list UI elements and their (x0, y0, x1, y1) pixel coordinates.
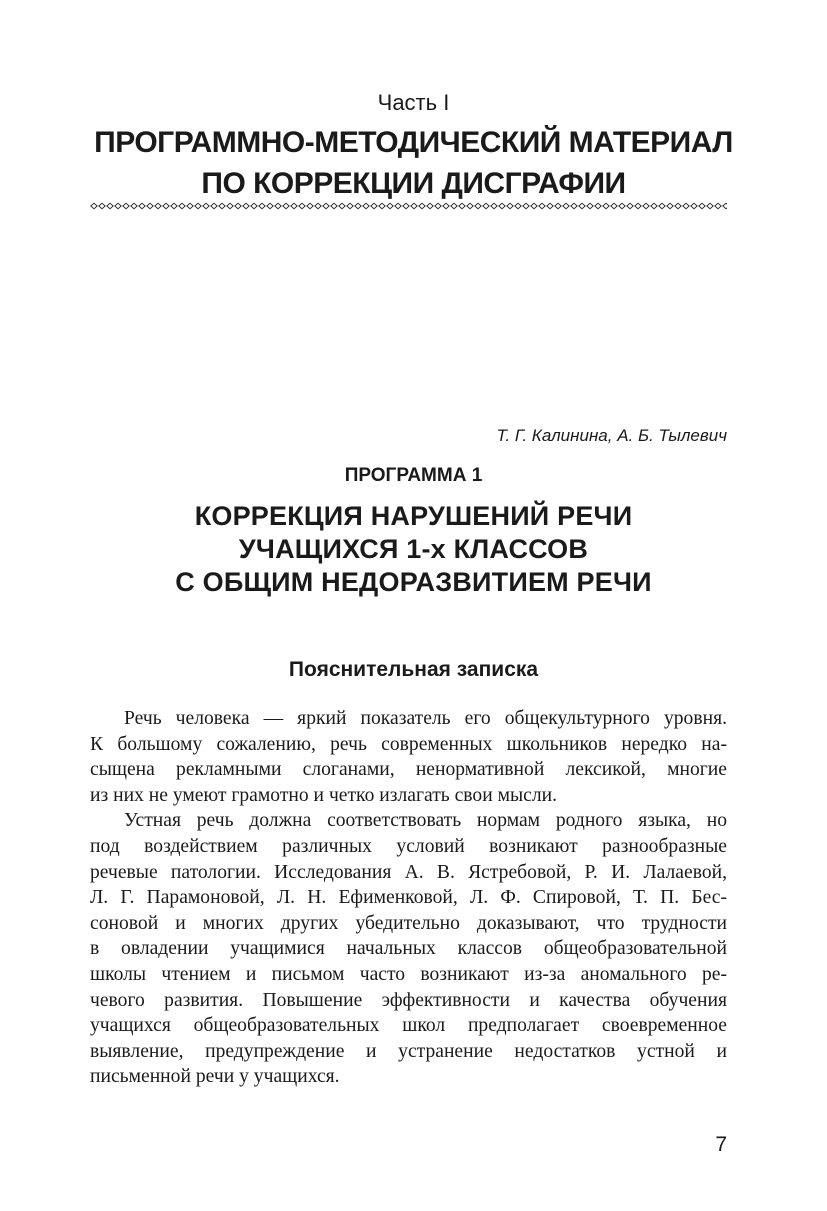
part-title (0, 122, 827, 204)
body-text (90, 706, 727, 1090)
paragraph-2-line: выявление, предупреждение и устранение недостатков устной и (90, 1040, 727, 1062)
program-title-line: УЧАЩИХСЯ 1-х КЛАССОВ (238, 534, 589, 564)
paragraph-1-line: К большому сожалению, речь современных школьников нередко на- (90, 733, 727, 755)
paragraph-2-line: чевого развития. Повышение эффективности и качества обучения (90, 989, 727, 1011)
paragraph-1-line: из них не умеют грамотно и четко излагать свои мысли. (90, 784, 558, 806)
section-title: Пояснительная записка (288, 658, 539, 681)
paragraph-2-line: под воздействием различных условий возникают разнообразные (90, 835, 727, 857)
paragraph-2-line: Устная речь должна соответствовать нормам родного языка, но (124, 810, 727, 832)
paragraph-1-line: Речь человека — яркий показатель его общекультурного уровня. (124, 708, 727, 729)
paragraph-2-line: учащихся общеобразовательных школ предполагает своевременное (90, 1015, 727, 1037)
paragraph-2-line: Л. Г. Парамоновой, Л. Н. Ефименковой, Л. Ф. Спировой, Т. П. Бес- (90, 887, 727, 909)
program-title (0, 500, 827, 599)
part-title-line: ПО КОРРЕКЦИИ ДИСГРАФИИ (201, 167, 626, 200)
part-label: Часть I (377, 90, 450, 115)
page-number: 7 (715, 1133, 727, 1156)
paragraph-2-line: в овладении учащимися начальных классов общеобразовательной (90, 938, 727, 960)
ornamental-divider (90, 200, 727, 212)
paragraph-2-line: речевые патологии. Исследования А. В. Ястребовой, Р. И. Лалаевой, (90, 861, 727, 883)
paragraph-1-line: сыщена рекламными слоганами, ненормативной лексикой, многие (90, 759, 727, 781)
program-title-line: С ОБЩИМ НЕДОРАЗВИТИЕМ РЕЧИ (175, 567, 652, 597)
paragraph-2-line: соновой и многих других убедительно доказывают, что трудности (90, 912, 727, 934)
paragraph-2-line: письменной речи у учащихся. (90, 1066, 340, 1088)
part-title-line: ПРОГРАММНО-МЕТОДИЧЕСКИЙ МАТЕРИАЛ (94, 126, 733, 159)
program-title-line: КОРРЕКЦИЯ НАРУШЕНИЙ РЕЧИ (194, 501, 633, 531)
program-label: ПРОГРАММА 1 (344, 465, 483, 486)
program-authors: Т. Г. Калинина, А. Б. Тылевич (496, 426, 727, 445)
paragraph-2-line: школы чтением и письмом часто возникают из-за аномального ре- (90, 963, 727, 985)
